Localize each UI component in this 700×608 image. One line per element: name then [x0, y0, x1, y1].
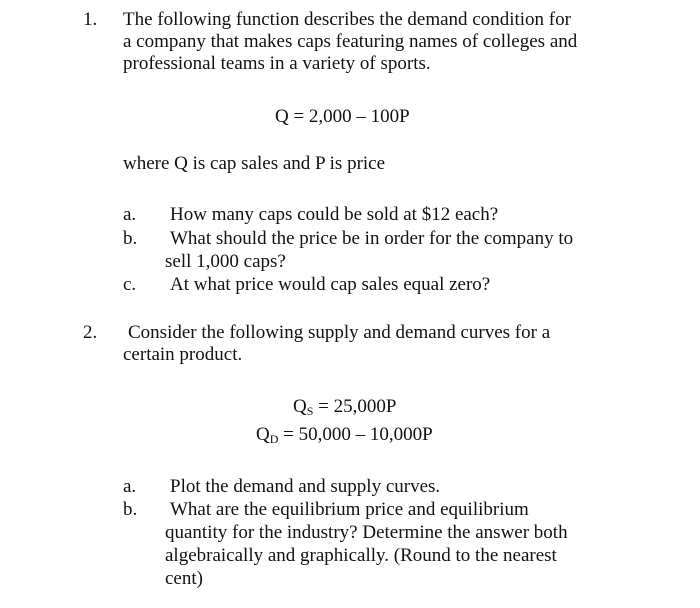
demand-eq-rhs: = 50,000 – 10,000P — [278, 424, 433, 445]
item-letter: a. — [123, 204, 137, 225]
item-text: How many caps could be sold at $12 each? — [170, 204, 499, 225]
item-letter: a. — [123, 476, 137, 497]
supply-equation — [293, 396, 396, 418]
item-text: algebraically and graphically. (Round to the nearest — [165, 545, 557, 566]
item-text: At what price would cap sales equal zero? — [170, 274, 491, 295]
item-text: cent) — [165, 568, 203, 589]
where-clause: where Q is cap sales and P is price — [123, 153, 386, 174]
item-text: What are the equilibrium price and equilibrium — [170, 499, 529, 520]
problem-2-intro-line: certain product. — [123, 344, 243, 365]
item-text: Plot the demand and supply curves. — [170, 476, 441, 497]
item-text: quantity for the industry? Determine the answer both — [165, 522, 568, 543]
item-text: sell 1,000 caps? — [165, 251, 286, 272]
demand-curve-equation — [256, 424, 433, 446]
problem-2-intro-line: Consider the following supply and demand curves for a — [128, 322, 551, 343]
item-letter: b. — [123, 228, 138, 249]
item-text: What should the price be in order for the company to — [170, 228, 574, 249]
problem-1-intro-line: The following function describes the demand condition for — [123, 9, 571, 30]
problem-2-intro — [123, 322, 551, 366]
problem-1-intro — [123, 9, 577, 75]
problem-1-number: 1. — [83, 9, 98, 30]
supply-eq-sub: S — [306, 404, 314, 418]
demand-eq-sub: D — [269, 432, 279, 446]
problem-1-intro-line: a company that makes caps featuring names of colleges and — [123, 31, 578, 52]
item-letter: c. — [123, 274, 137, 295]
problem-2-number: 2. — [83, 322, 98, 343]
problem-1-intro-line: professional teams in a variety of sports. — [123, 53, 431, 74]
demand-equation: Q = 2,000 – 100P — [275, 106, 410, 127]
supply-eq-rhs: = 25,000P — [313, 396, 397, 417]
supply-eq-var: Q — [293, 396, 307, 417]
demand-eq-var: Q — [256, 424, 270, 445]
item-letter: b. — [123, 499, 138, 520]
